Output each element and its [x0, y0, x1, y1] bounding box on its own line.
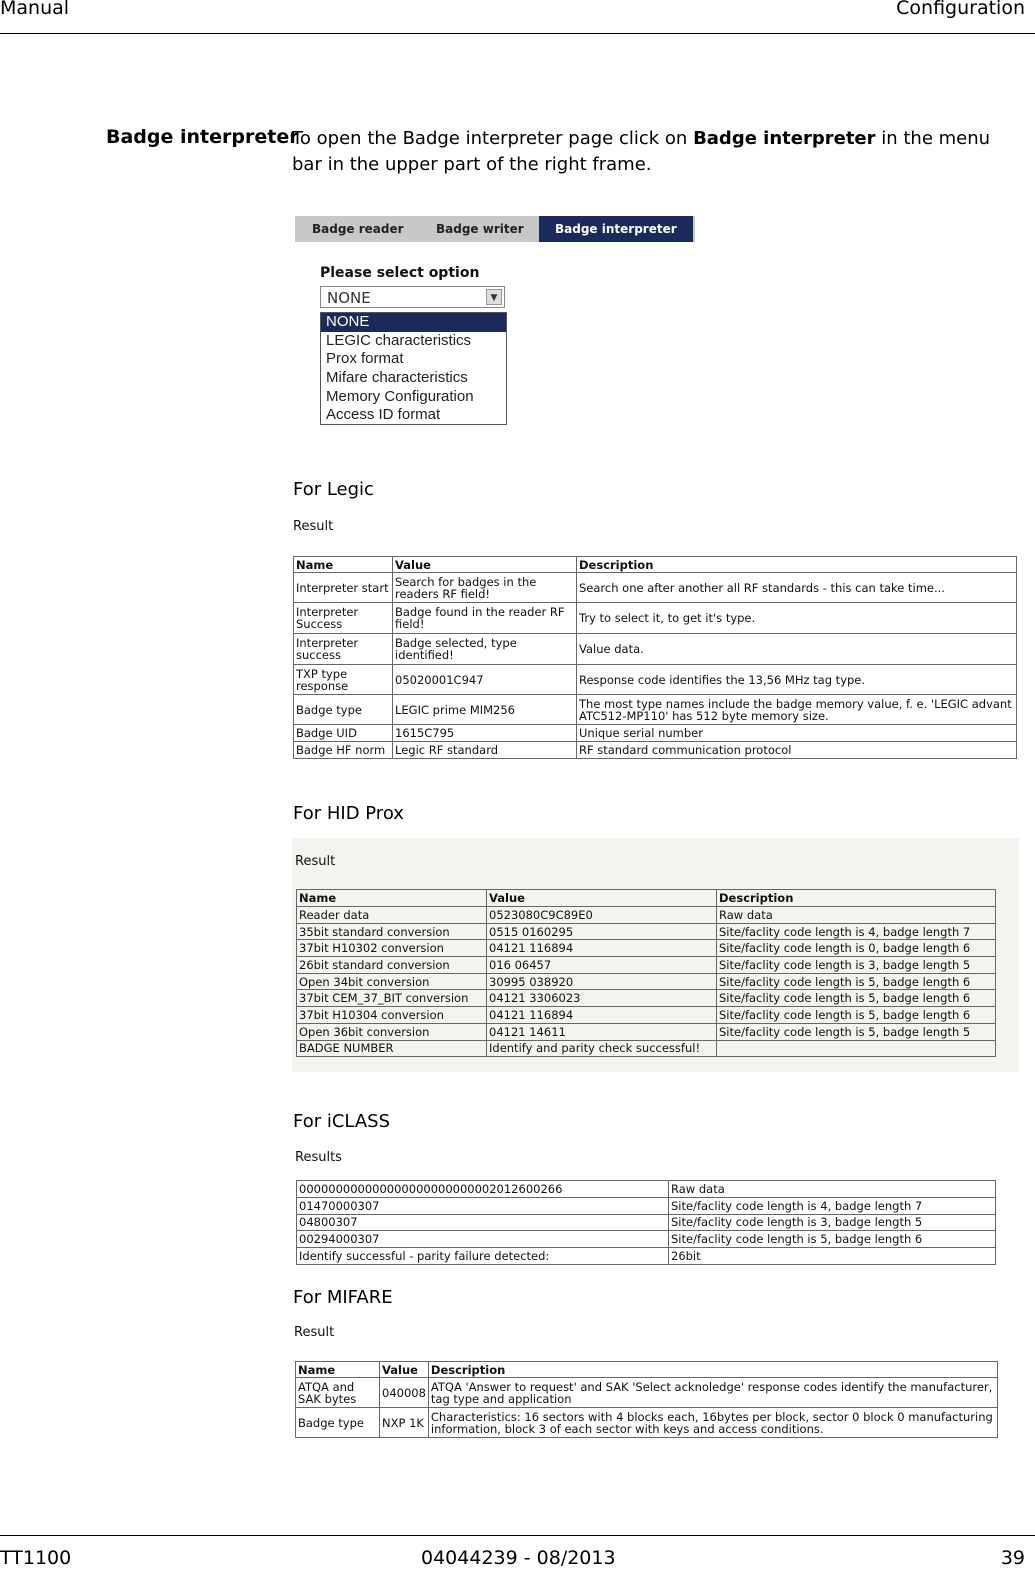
table-header: Description: [717, 890, 996, 907]
intro-pre: To open the Badge interpreter page click on: [292, 128, 694, 149]
cell: Reader data: [297, 907, 487, 924]
cell: Search for badges in the readers RF field!: [393, 573, 577, 603]
cell: Site/faclity code length is 3, badge length 5: [717, 957, 996, 974]
cell: Site/faclity code length is 5, badge length 6: [717, 973, 996, 990]
cell: NXP 1K: [380, 1408, 429, 1438]
cell: BADGE NUMBER: [297, 1040, 487, 1057]
cell: 00294000307: [297, 1231, 669, 1248]
cell: ATQA and SAK bytes: [296, 1378, 380, 1408]
table-row: [297, 907, 996, 924]
header-right: Configuration: [896, 0, 1025, 19]
cell: Open 36bit conversion: [297, 1023, 487, 1040]
table-header: Value: [487, 890, 717, 907]
cell: 04121 116894: [487, 940, 717, 957]
hid-table: [296, 889, 996, 1057]
cell: Identify successful - parity failure detected:: [297, 1248, 669, 1265]
section-heading: Badge interpreter: [106, 126, 299, 148]
menu-badge-reader[interactable]: Badge reader: [312, 222, 404, 236]
cell: 01470000307: [297, 1197, 669, 1214]
header-left: Manual: [0, 0, 70, 19]
table-row: [297, 1181, 996, 1198]
cell: Site/faclity code length is 5, badge length 6: [717, 990, 996, 1007]
cell: Value data.: [577, 634, 1017, 665]
option-item[interactable]: Memory Configuration: [326, 387, 474, 405]
table-row: [297, 973, 996, 990]
table-row: [297, 990, 996, 1007]
table-header: Value: [380, 1362, 429, 1378]
menu-bar: [295, 216, 695, 242]
cell: 0523080C9C89E0: [487, 907, 717, 924]
table-row: [294, 603, 1017, 634]
cell: Search one after another all RF standards - this can take time...: [577, 573, 1017, 603]
intro-post: in the menu bar in the upper part of the right frame.: [292, 128, 991, 175]
cell: 30995 038920: [487, 973, 717, 990]
cell: The most type names include the badge memory value, f. e. 'LEGIC advant ATC512-MP110' has 512 byte memory size.: [577, 695, 1017, 725]
cell: Unique serial number: [577, 725, 1017, 742]
option-item[interactable]: Access ID format: [326, 406, 441, 424]
table-header: Description: [428, 1362, 997, 1378]
option-item[interactable]: Mifare characteristics: [326, 369, 468, 387]
footer-rule: [0, 1535, 1035, 1536]
cell: ATQA 'Answer to request' and SAK 'Select acknoledge' response codes identify the manufacturer, tag type and application: [428, 1378, 997, 1408]
mifare-title: For MIFARE: [293, 1287, 393, 1308]
option-select[interactable]: [320, 286, 505, 308]
table-row: [294, 725, 1017, 742]
cell: Site/faclity code length is 5, badge length 5: [717, 1023, 996, 1040]
cell: 04121 3306023: [487, 990, 717, 1007]
cell: 26bit: [669, 1248, 996, 1265]
table-row: [297, 1231, 996, 1248]
cell: Badge HF norm: [294, 742, 393, 759]
page-number: 39: [1000, 1547, 1025, 1569]
table-row: [297, 1023, 996, 1040]
select-label: Please select option: [320, 265, 480, 281]
table-row: [297, 1197, 996, 1214]
cell: 000000000000000000000000002012600266: [297, 1181, 669, 1198]
menu-badge-interpreter[interactable]: Badge interpreter: [539, 216, 693, 242]
mifare-table: [295, 1361, 998, 1438]
cell: Raw data: [669, 1181, 996, 1198]
cell: Identify and parity check successful!: [487, 1040, 717, 1057]
cell: LEGIC prime MIM256: [393, 695, 577, 725]
intro-paragraph: [292, 126, 1007, 178]
iclass-table: [296, 1180, 996, 1265]
cell: Badge UID: [294, 725, 393, 742]
table-header: Name: [297, 890, 487, 907]
cell: 0515 0160295: [487, 923, 717, 940]
option-item[interactable]: Prox format: [326, 350, 404, 368]
cell: Site/faclity code length is 5, badge length 6: [717, 1007, 996, 1024]
table-row: [297, 1248, 996, 1265]
cell: [717, 1040, 996, 1057]
cell: 04121 116894: [487, 1007, 717, 1024]
cell: 1615C795: [393, 725, 577, 742]
mifare-result-label: Result: [294, 1325, 335, 1340]
cell: Interpreter start: [294, 573, 393, 603]
legic-table: [293, 556, 1017, 759]
table-row: [296, 1408, 998, 1438]
cell: 35bit standard conversion: [297, 923, 487, 940]
table-row: [297, 1040, 996, 1057]
table-row: [294, 634, 1017, 665]
cell: RF standard communication protocol: [577, 742, 1017, 759]
legic-result-label: Result: [293, 519, 334, 534]
cell: Site/faclity code length is 0, badge length 6: [717, 940, 996, 957]
table-row: [294, 665, 1017, 695]
cell: Site/faclity code length is 4, badge length 7: [669, 1197, 996, 1214]
table-row: [294, 573, 1017, 603]
cell: Badge selected, type identified!: [393, 634, 577, 665]
cell: Try to select it, to get it's type.: [577, 603, 1017, 634]
select-value: NONE: [327, 289, 371, 307]
cell: 016 06457: [487, 957, 717, 974]
cell: 37bit H10304 conversion: [297, 1007, 487, 1024]
cell: Open 34bit conversion: [297, 973, 487, 990]
cell: 37bit H10302 conversion: [297, 940, 487, 957]
iclass-title: For iCLASS: [293, 1111, 391, 1132]
table-header: Name: [296, 1362, 380, 1378]
cell: 040008: [380, 1378, 429, 1408]
table-row: [294, 742, 1017, 759]
option-item[interactable]: NONE: [321, 313, 506, 332]
table-row: [294, 695, 1017, 725]
option-list[interactable]: [320, 312, 507, 425]
footer-center: 04044239 - 08/2013: [421, 1547, 616, 1569]
chevron-down-icon[interactable]: ▼: [486, 289, 502, 305]
legic-title: For Legic: [293, 479, 374, 500]
cell: 37bit CEM_37_BIT conversion: [297, 990, 487, 1007]
table-header: Name: [294, 557, 393, 573]
cell: Site/faclity code length is 5, badge length 6: [669, 1231, 996, 1248]
cell: Site/faclity code length is 3, badge length 5: [669, 1214, 996, 1231]
cell: Site/faclity code length is 4, badge length 7: [717, 923, 996, 940]
table-row: [297, 1007, 996, 1024]
cell: 05020001C947: [393, 665, 577, 695]
footer-left: TT1100: [0, 1547, 72, 1569]
cell: Badge found in the reader RF field!: [393, 603, 577, 634]
iclass-result-label: Results: [295, 1150, 342, 1165]
cell: Characteristics: 16 sectors with 4 blocks each, 16bytes per block, sector 0 block 0 manufacturing information, block 3 of each sector with keys and access conditions.: [428, 1408, 997, 1438]
option-item[interactable]: LEGIC characteristics: [326, 331, 472, 349]
table-header: Value: [393, 557, 577, 573]
cell: Badge type: [294, 695, 393, 725]
cell: Raw data: [717, 907, 996, 924]
cell: 26bit standard conversion: [297, 957, 487, 974]
header-rule: [0, 33, 1035, 34]
cell: TXP type response: [294, 665, 393, 695]
table-row: [296, 1378, 998, 1408]
intro-bold: Badge interpreter: [693, 128, 876, 149]
cell: 04800307: [297, 1214, 669, 1231]
table-row: [297, 923, 996, 940]
cell: Interpreter Success: [294, 603, 393, 634]
cell: Badge type: [296, 1408, 380, 1438]
cell: Interpreter success: [294, 634, 393, 665]
menu-badge-writer[interactable]: Badge writer: [436, 222, 524, 236]
hid-title: For HID Prox: [293, 803, 404, 824]
table-row: [297, 1214, 996, 1231]
cell: Legic RF standard: [393, 742, 577, 759]
cell: Response code identifies the 13,56 MHz tag type.: [577, 665, 1017, 695]
table-header: Description: [577, 557, 1017, 573]
table-row: [297, 957, 996, 974]
cell: 04121 14611: [487, 1023, 717, 1040]
table-row: [297, 940, 996, 957]
hid-result-label: Result: [295, 854, 336, 869]
